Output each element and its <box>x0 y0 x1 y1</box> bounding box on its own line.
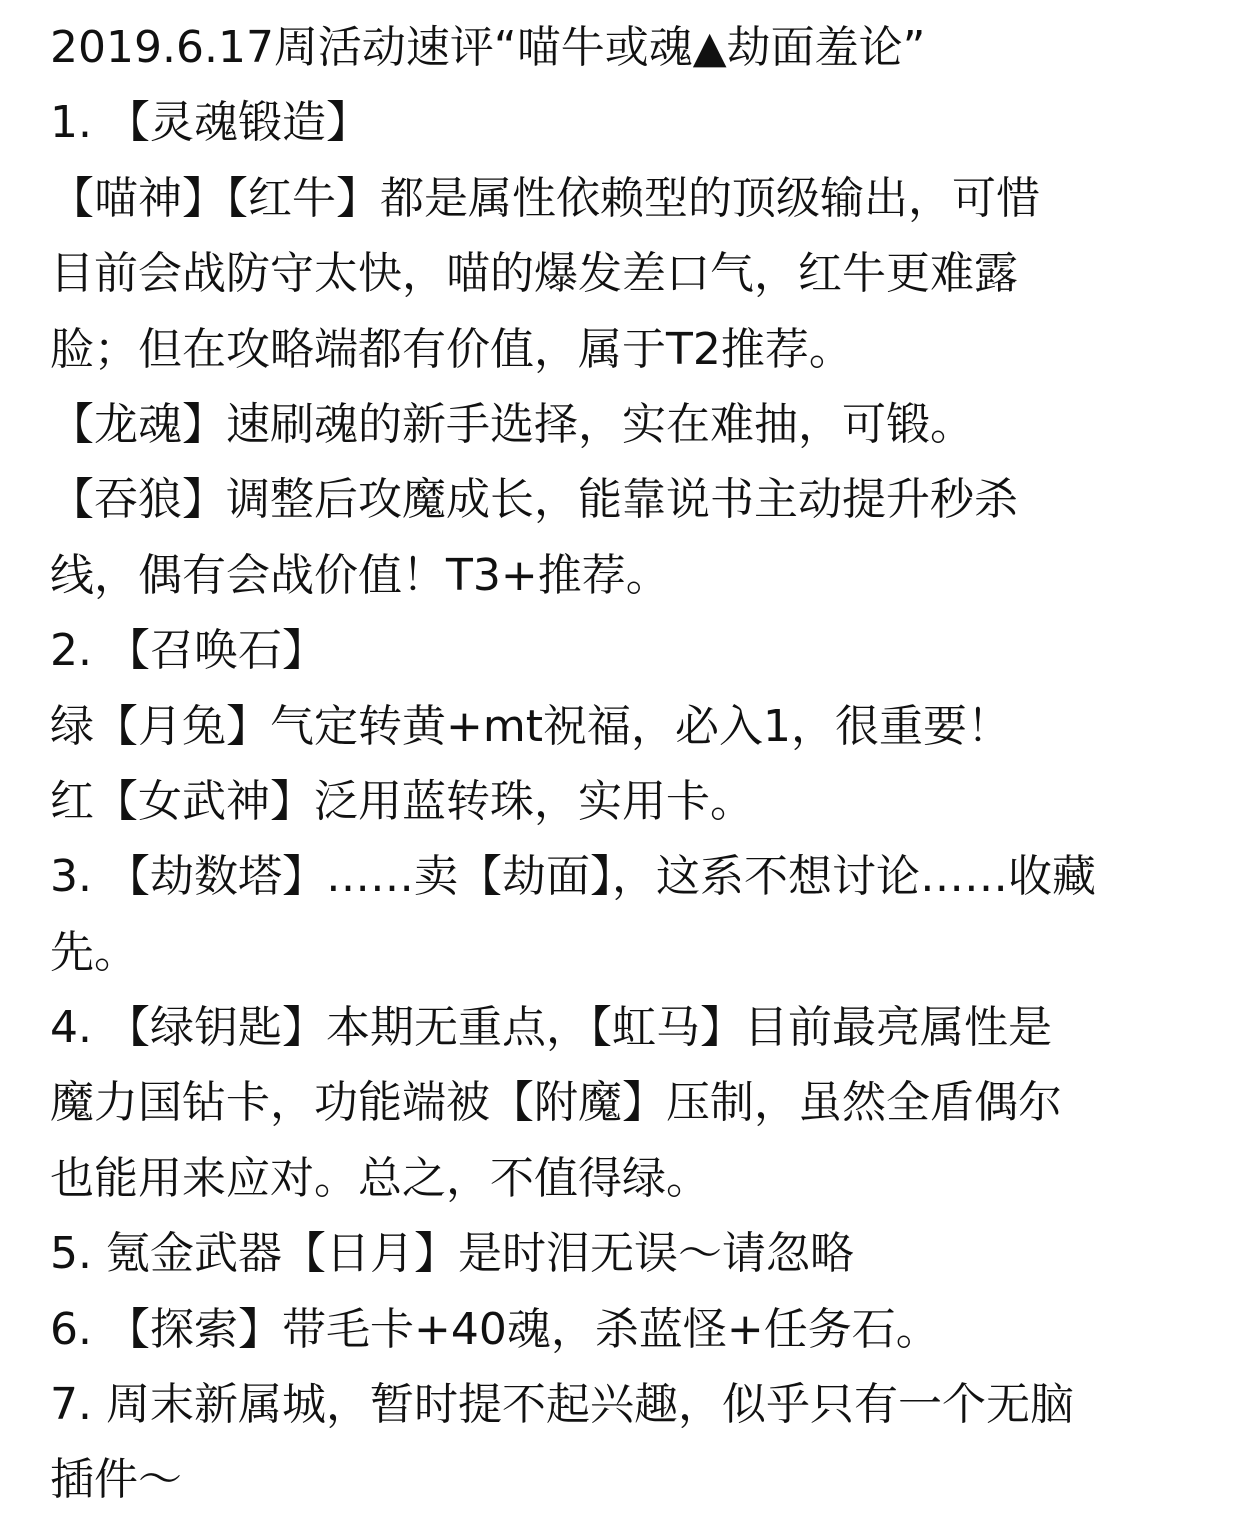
section-heading-tower: 3. 【劫数塔】……卖【劫面】，这系不想讨论……收藏 <box>50 851 1096 903</box>
section-heading-soul-forge: 1. 【灵魂锻造】 <box>50 97 370 149</box>
text-line: 目前会战防守太快，喵的爆发差口气，红牛更难露 <box>50 248 1018 300</box>
text-line: 插件～ <box>50 1454 182 1506</box>
section-heading-green-key: 4. 【绿钥匙】本期无重点，【虹马】目前最亮属性是 <box>50 1002 1052 1054</box>
text-line: 绿【月兔】气定转黄+mt祝福，必入1，很重要！ <box>50 700 1011 752</box>
section-heading-weekend: 7. 周末新属城，暂时提不起兴趣，似乎只有一个无脑 <box>50 1379 1074 1431</box>
text-line: 线，偶有会战价值！T3+推荐。 <box>50 549 670 601</box>
text-line: 也能用来应对。总之，不值得绿。 <box>50 1152 710 1204</box>
text-line: 【喵神】【红牛】都是属性依赖型的顶级输出，可惜 <box>50 172 1040 224</box>
text-line: 【吞狼】调整后攻魔成长，能靠说书主动提升秒杀 <box>50 474 1018 526</box>
text-line: 【龙魂】速刷魂的新手选择，实在难抽，可锻。 <box>50 398 974 450</box>
section-heading-explore: 6. 【探索】带毛卡+40魂，杀蓝怪+任务石。 <box>50 1303 940 1355</box>
text-line: 魔力国钻卡，功能端被【附魔】压制，虽然全盾偶尔 <box>50 1077 1062 1129</box>
text-line: 脸；但在攻略端都有价值，属于T2推荐。 <box>50 323 853 375</box>
document-title: 2019.6.17周活动速评“喵牛或魂▲劫面羞论” <box>50 22 926 73</box>
text-line: 先。 <box>50 926 138 978</box>
section-heading-summon-stone: 2. 【召唤石】 <box>50 625 326 677</box>
section-heading-weapon: 5. 氪金武器【日月】是时泪无误～请忽略 <box>50 1228 854 1280</box>
text-line: 红【女武神】泛用蓝转珠，实用卡。 <box>50 775 754 827</box>
